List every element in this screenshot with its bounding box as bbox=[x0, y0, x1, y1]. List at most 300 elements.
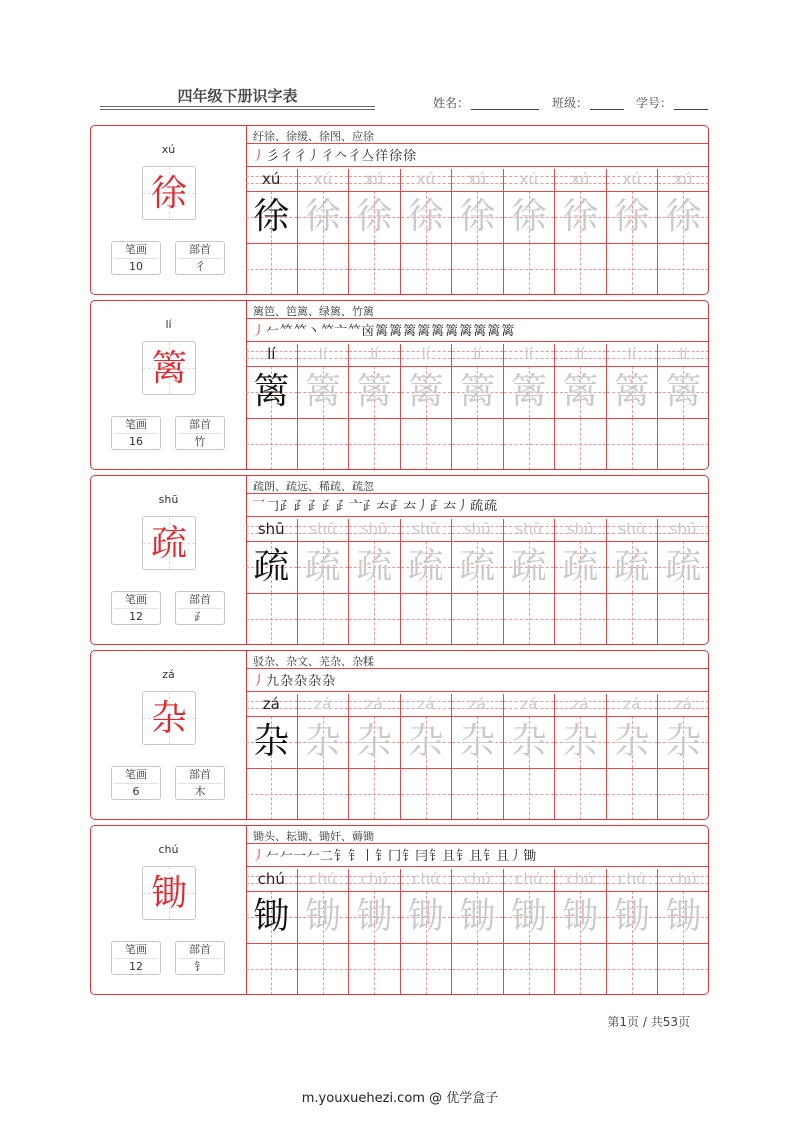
char-cell[interactable] bbox=[246, 191, 298, 243]
class-label: 班级： bbox=[552, 96, 589, 110]
blank-cell[interactable] bbox=[452, 768, 504, 820]
blank-cell[interactable] bbox=[504, 943, 556, 995]
stroke-step: ⺪ bbox=[280, 499, 294, 514]
pinyin-cell[interactable] bbox=[246, 694, 298, 716]
blank-cell[interactable] bbox=[504, 418, 556, 470]
char-trace: 徐 bbox=[356, 196, 393, 237]
pinyin-trace: lí bbox=[318, 345, 327, 363]
stroke-step: 钅且 bbox=[429, 849, 456, 864]
char-cell[interactable] bbox=[246, 541, 298, 593]
stroke-step: 𠃌 bbox=[266, 499, 280, 514]
blank-cell[interactable] bbox=[298, 593, 350, 645]
pinyin-cell[interactable] bbox=[555, 694, 607, 716]
radical-box bbox=[175, 416, 225, 450]
char-cell[interactable] bbox=[607, 366, 659, 418]
char-trace: 徐 bbox=[459, 196, 496, 237]
blank-cell[interactable] bbox=[607, 593, 659, 645]
stroke-step: 锄 bbox=[523, 849, 537, 864]
pinyin-cell[interactable] bbox=[658, 344, 709, 366]
stroke-order bbox=[252, 845, 537, 864]
stroke-step: 𥫗 bbox=[280, 324, 294, 339]
stroke-step: 彳丿 bbox=[294, 149, 321, 164]
stroke-step: 杂 bbox=[294, 674, 308, 689]
word-examples: 驳杂、杂文、芜杂、杂糅 bbox=[253, 655, 374, 668]
stroke-step: 彳 bbox=[280, 149, 294, 164]
char-info-panel bbox=[91, 826, 247, 994]
char-trace: 杂 bbox=[613, 721, 650, 762]
char-cell[interactable] bbox=[401, 541, 453, 593]
pinyin-trace: zá bbox=[262, 695, 280, 713]
pinyin-trace: chú bbox=[515, 870, 543, 888]
blank-cell[interactable] bbox=[555, 418, 607, 470]
word-examples: 纡徐、徐缓、徐图、应徐 bbox=[253, 130, 374, 143]
char-trace: 徐 bbox=[613, 196, 650, 237]
char-trace: 篱 bbox=[304, 371, 341, 412]
blank-cell[interactable] bbox=[401, 593, 453, 645]
char-cell[interactable] bbox=[298, 366, 350, 418]
char-cell[interactable] bbox=[555, 716, 607, 768]
char-cell[interactable] bbox=[607, 541, 659, 593]
char-trace: 疏 bbox=[304, 546, 341, 587]
char-trace: 篱 bbox=[459, 371, 496, 412]
pinyin-trace: chú bbox=[463, 870, 491, 888]
pinyin-cell[interactable] bbox=[401, 519, 453, 541]
char-cell[interactable] bbox=[401, 366, 453, 418]
radical-box bbox=[175, 766, 225, 800]
blank-cell[interactable] bbox=[658, 943, 709, 995]
stroke-step: 篱 bbox=[417, 324, 431, 339]
pinyin-cell[interactable] bbox=[504, 519, 556, 541]
practice-grid bbox=[246, 869, 709, 994]
char-cell[interactable] bbox=[452, 716, 504, 768]
char-cell[interactable] bbox=[555, 541, 607, 593]
char-cell[interactable] bbox=[452, 366, 504, 418]
pinyin-trace: xú bbox=[416, 170, 435, 188]
practice-panel bbox=[246, 476, 708, 644]
practice-panel bbox=[246, 126, 708, 294]
stroke-step: 篱 bbox=[473, 324, 487, 339]
char-cell[interactable] bbox=[504, 891, 556, 943]
pinyin-cell[interactable] bbox=[658, 169, 709, 191]
pinyin-cell[interactable] bbox=[298, 869, 350, 891]
char-cell[interactable] bbox=[658, 366, 709, 418]
pinyin-trace: zá bbox=[417, 695, 435, 713]
stroke-count-label: 笔画 bbox=[125, 768, 147, 781]
blank-cell[interactable] bbox=[452, 943, 504, 995]
stroke-step: 篱 bbox=[389, 324, 403, 339]
stroke-count-label: 笔画 bbox=[125, 593, 147, 606]
char-cell[interactable] bbox=[658, 716, 709, 768]
char-cell[interactable] bbox=[504, 541, 556, 593]
blank-cell[interactable] bbox=[555, 243, 607, 295]
char-cell[interactable] bbox=[246, 366, 298, 418]
pinyin-trace: shū bbox=[309, 520, 337, 538]
stroke-step: 篱 bbox=[403, 324, 417, 339]
pinyin-label: lí bbox=[165, 318, 172, 331]
blank-cell[interactable] bbox=[658, 243, 709, 295]
char-trace: 篱 bbox=[562, 371, 599, 412]
char-trace: 锄 bbox=[665, 896, 702, 937]
main-char: 锄 bbox=[150, 873, 187, 914]
pinyin-cell[interactable] bbox=[607, 169, 659, 191]
title-underline-2 bbox=[100, 109, 375, 110]
stroke-step: 杂 bbox=[280, 674, 294, 689]
title-underline bbox=[100, 106, 375, 107]
stroke-count-label: 笔画 bbox=[125, 943, 147, 956]
stroke-step: 钅丨 bbox=[348, 849, 375, 864]
char-trace: 锄 bbox=[613, 896, 650, 937]
blank-cell[interactable] bbox=[555, 943, 607, 995]
student-id-label: 学号： bbox=[636, 96, 673, 110]
blank-cell[interactable] bbox=[658, 593, 709, 645]
blank-cell[interactable] bbox=[349, 943, 401, 995]
pinyin-label: chú bbox=[158, 843, 179, 856]
stroke-step: ⺪ bbox=[322, 499, 336, 514]
pinyin-cell[interactable] bbox=[298, 519, 350, 541]
stroke-step: 𥫗丶 bbox=[294, 324, 321, 339]
char-cell[interactable] bbox=[246, 891, 298, 943]
name-blank[interactable] bbox=[471, 97, 539, 110]
pinyin-cell[interactable] bbox=[658, 694, 709, 716]
char-trace: 篱 bbox=[407, 371, 444, 412]
pinyin-cell[interactable] bbox=[607, 694, 659, 716]
stroke-step: 𥫗亠 bbox=[321, 324, 348, 339]
stroke-count-box bbox=[111, 766, 161, 800]
main-char: 篱 bbox=[150, 348, 187, 389]
char-cell[interactable] bbox=[452, 891, 504, 943]
pinyin-trace: chú bbox=[618, 870, 646, 888]
pinyin-cell[interactable] bbox=[555, 869, 607, 891]
char-trace: 锄 bbox=[407, 896, 444, 937]
pinyin-cell[interactable] bbox=[555, 169, 607, 191]
pinyin-trace: zá bbox=[623, 695, 641, 713]
blank-cell[interactable] bbox=[555, 768, 607, 820]
stroke-step: ⺪𠫓丿 bbox=[430, 499, 470, 514]
char-cell[interactable] bbox=[658, 891, 709, 943]
stroke-step: 篱 bbox=[459, 324, 473, 339]
char-trace: 徐 bbox=[407, 196, 444, 237]
char-trace: 疏 bbox=[613, 546, 650, 587]
char-trace: 疏 bbox=[253, 546, 290, 587]
char-cell[interactable] bbox=[298, 716, 350, 768]
pinyin-cell[interactable] bbox=[401, 694, 453, 716]
char-trace: 锄 bbox=[459, 896, 496, 937]
pinyin-cell[interactable] bbox=[349, 344, 401, 366]
blank-cell[interactable] bbox=[504, 243, 556, 295]
pinyin-cell[interactable] bbox=[607, 869, 659, 891]
char-cell[interactable] bbox=[607, 191, 659, 243]
stroke-step: 彳亼 bbox=[348, 149, 375, 164]
char-trace: 徐 bbox=[665, 196, 702, 237]
char-trace: 杂 bbox=[510, 721, 547, 762]
name-label: 姓名： bbox=[433, 96, 470, 110]
char-cell[interactable] bbox=[555, 891, 607, 943]
pinyin-cell[interactable] bbox=[349, 869, 401, 891]
char-trace: 篱 bbox=[253, 371, 290, 412]
char-cell[interactable] bbox=[504, 366, 556, 418]
char-cell[interactable] bbox=[298, 191, 350, 243]
stroke-step: 篱 bbox=[445, 324, 459, 339]
char-info-panel bbox=[91, 476, 247, 644]
char-cell[interactable] bbox=[555, 191, 607, 243]
char-card bbox=[90, 475, 709, 645]
blank-cell[interactable] bbox=[401, 768, 453, 820]
stroke-step: 乛 bbox=[252, 499, 266, 514]
pinyin-cell[interactable] bbox=[658, 519, 709, 541]
main-char: 疏 bbox=[150, 523, 187, 564]
blank-cell[interactable] bbox=[246, 768, 298, 820]
stroke-step: ⺪𠫓 bbox=[363, 499, 390, 514]
blank-cell[interactable] bbox=[452, 418, 504, 470]
blank-cell[interactable] bbox=[555, 593, 607, 645]
blank-cell[interactable] bbox=[452, 593, 504, 645]
radical-value: 钅 bbox=[194, 960, 206, 973]
radical-label: 部首 bbox=[189, 943, 211, 956]
pinyin-cell[interactable] bbox=[349, 169, 401, 191]
pinyin-trace: xú bbox=[468, 170, 487, 188]
pinyin-trace: xú bbox=[622, 170, 641, 188]
blank-cell[interactable] bbox=[246, 593, 298, 645]
stroke-order bbox=[252, 320, 515, 339]
stroke-count-value: 10 bbox=[129, 260, 143, 273]
stroke-step: 篱 bbox=[501, 324, 515, 339]
char-cell[interactable] bbox=[298, 541, 350, 593]
pinyin-cell[interactable] bbox=[607, 519, 659, 541]
blank-cell[interactable] bbox=[246, 418, 298, 470]
stroke-step: 疏 bbox=[484, 499, 498, 514]
stroke-count-box bbox=[111, 591, 161, 625]
word-examples: 篱笆、笆篱、绿篱、竹篱 bbox=[253, 305, 374, 318]
stroke-step: 篱 bbox=[487, 324, 501, 339]
char-trace: 徐 bbox=[562, 196, 599, 237]
stroke-step: 钅 bbox=[334, 849, 348, 864]
pinyin-trace: zá bbox=[571, 695, 589, 713]
pinyin-cell[interactable] bbox=[452, 694, 504, 716]
pinyin-cell[interactable] bbox=[658, 869, 709, 891]
blank-cell[interactable] bbox=[658, 768, 709, 820]
practice-grid bbox=[246, 169, 709, 294]
char-cell[interactable] bbox=[246, 716, 298, 768]
char-card bbox=[90, 650, 709, 820]
pinyin-trace: shū bbox=[463, 520, 491, 538]
pinyin-trace: xú bbox=[365, 170, 384, 188]
pinyin-cell[interactable] bbox=[452, 169, 504, 191]
radical-value: ⺪ bbox=[194, 610, 206, 623]
blank-cell[interactable] bbox=[298, 943, 350, 995]
char-trace: 疏 bbox=[459, 546, 496, 587]
pinyin-trace: shū bbox=[618, 520, 646, 538]
char-cell[interactable] bbox=[607, 716, 659, 768]
char-trace: 锄 bbox=[356, 896, 393, 937]
practice-panel bbox=[246, 651, 708, 819]
char-cell[interactable] bbox=[349, 366, 401, 418]
stroke-step: 钅且 bbox=[456, 849, 483, 864]
pinyin-cell[interactable] bbox=[452, 519, 504, 541]
char-trace: 杂 bbox=[562, 721, 599, 762]
blank-cell[interactable] bbox=[401, 943, 453, 995]
blank-cell[interactable] bbox=[452, 243, 504, 295]
char-trace: 疏 bbox=[665, 546, 702, 587]
char-cell[interactable] bbox=[555, 366, 607, 418]
pinyin-label: shū bbox=[158, 493, 179, 506]
char-trace: 杂 bbox=[459, 721, 496, 762]
char-cell[interactable] bbox=[349, 191, 401, 243]
stroke-count-value: 6 bbox=[132, 785, 140, 798]
pinyin-trace: chú bbox=[309, 870, 337, 888]
blank-cell[interactable] bbox=[246, 243, 298, 295]
pinyin-trace: xú bbox=[571, 170, 590, 188]
pinyin-trace: lí bbox=[576, 345, 585, 363]
blank-cell[interactable] bbox=[607, 943, 659, 995]
stroke-step: ⺪ bbox=[308, 499, 322, 514]
student-id-field[interactable] bbox=[636, 94, 708, 111]
page-title: 四年级下册识字表 bbox=[177, 87, 298, 105]
pinyin-trace: zá bbox=[674, 695, 692, 713]
char-trace: 篱 bbox=[356, 371, 393, 412]
pinyin-cell[interactable] bbox=[504, 869, 556, 891]
name-field[interactable] bbox=[433, 94, 539, 111]
pinyin-cell[interactable] bbox=[401, 169, 453, 191]
char-cell[interactable] bbox=[401, 891, 453, 943]
pinyin-trace: lí bbox=[679, 345, 688, 363]
char-cell[interactable] bbox=[298, 891, 350, 943]
stroke-step: 丿 bbox=[252, 674, 266, 689]
char-card bbox=[90, 825, 709, 995]
char-trace: 锄 bbox=[562, 896, 599, 937]
char-cell[interactable] bbox=[349, 716, 401, 768]
blank-cell[interactable] bbox=[607, 768, 659, 820]
pinyin-trace: xú bbox=[674, 170, 693, 188]
stroke-step: 徐 bbox=[389, 149, 403, 164]
blank-cell[interactable] bbox=[246, 943, 298, 995]
char-cell[interactable] bbox=[452, 541, 504, 593]
char-box bbox=[142, 691, 196, 745]
char-trace: 杂 bbox=[665, 721, 702, 762]
blank-cell[interactable] bbox=[504, 593, 556, 645]
blank-cell[interactable] bbox=[401, 418, 453, 470]
pinyin-cell[interactable] bbox=[246, 169, 298, 191]
blank-cell[interactable] bbox=[349, 418, 401, 470]
char-cell[interactable] bbox=[452, 191, 504, 243]
pinyin-trace: shū bbox=[669, 520, 697, 538]
pinyin-trace: zá bbox=[520, 695, 538, 713]
char-cell[interactable] bbox=[349, 891, 401, 943]
stroke-step: ⺪𠫓丿 bbox=[390, 499, 430, 514]
pinyin-cell[interactable] bbox=[401, 344, 453, 366]
practice-panel bbox=[246, 826, 708, 994]
blank-cell[interactable] bbox=[607, 418, 659, 470]
stroke-step: 篱 bbox=[431, 324, 445, 339]
stroke-step: 𠂉 bbox=[266, 849, 280, 864]
char-cell[interactable] bbox=[607, 891, 659, 943]
class-field[interactable] bbox=[552, 94, 624, 111]
blank-cell[interactable] bbox=[298, 768, 350, 820]
char-cell[interactable] bbox=[504, 191, 556, 243]
pinyin-cell[interactable] bbox=[298, 344, 350, 366]
char-info-panel bbox=[91, 301, 247, 469]
char-trace: 杂 bbox=[253, 721, 290, 762]
blank-cell[interactable] bbox=[504, 768, 556, 820]
word-examples: 锄头、耘锄、锄奸、薅锄 bbox=[253, 830, 374, 843]
blank-cell[interactable] bbox=[349, 593, 401, 645]
pinyin-trace: chú bbox=[566, 870, 594, 888]
stroke-step: 徉 bbox=[375, 149, 389, 164]
pinyin-cell[interactable] bbox=[246, 869, 298, 891]
pinyin-cell[interactable] bbox=[452, 869, 504, 891]
char-trace: 篱 bbox=[613, 371, 650, 412]
blank-cell[interactable] bbox=[298, 243, 350, 295]
blank-cell[interactable] bbox=[349, 768, 401, 820]
pinyin-cell[interactable] bbox=[349, 519, 401, 541]
pinyin-label: zá bbox=[162, 668, 175, 681]
char-trace: 杂 bbox=[407, 721, 444, 762]
char-box bbox=[142, 166, 196, 220]
char-box bbox=[142, 516, 196, 570]
char-cell[interactable] bbox=[504, 716, 556, 768]
blank-cell[interactable] bbox=[607, 243, 659, 295]
main-char: 徐 bbox=[150, 173, 187, 214]
stroke-step: 彡 bbox=[266, 149, 280, 164]
pinyin-cell[interactable] bbox=[246, 519, 298, 541]
char-trace: 篱 bbox=[510, 371, 547, 412]
pinyin-cell[interactable] bbox=[349, 694, 401, 716]
stroke-step: 杂 bbox=[322, 674, 336, 689]
pinyin-trace: lí bbox=[524, 345, 533, 363]
char-trace: 徐 bbox=[253, 196, 290, 237]
pinyin-cell[interactable] bbox=[298, 694, 350, 716]
radical-label: 部首 bbox=[189, 768, 211, 781]
pinyin-cell[interactable] bbox=[298, 169, 350, 191]
pinyin-trace: xú bbox=[313, 170, 332, 188]
stroke-count-box bbox=[111, 241, 161, 275]
word-examples: 疏朗、疏远、稀疏、疏忽 bbox=[253, 480, 374, 493]
stroke-step: 𠂉 bbox=[266, 324, 280, 339]
pinyin-cell[interactable] bbox=[504, 344, 556, 366]
pinyin-cell[interactable] bbox=[504, 169, 556, 191]
stroke-step: 𠂉二 bbox=[307, 849, 334, 864]
blank-cell[interactable] bbox=[298, 418, 350, 470]
pinyin-cell[interactable] bbox=[607, 344, 659, 366]
char-trace: 杂 bbox=[356, 721, 393, 762]
class-blank[interactable] bbox=[590, 97, 624, 110]
footer-site: m.youxuehezi.com @ 优学盒子 bbox=[301, 1091, 499, 1106]
char-cell[interactable] bbox=[349, 541, 401, 593]
blank-cell[interactable] bbox=[658, 418, 709, 470]
blank-cell[interactable] bbox=[349, 243, 401, 295]
student-id-blank[interactable] bbox=[674, 97, 708, 110]
pinyin-cell[interactable] bbox=[504, 694, 556, 716]
stroke-step: 九 bbox=[266, 674, 280, 689]
pinyin-label: xú bbox=[161, 143, 176, 156]
pinyin-cell[interactable] bbox=[246, 344, 298, 366]
pinyin-cell[interactable] bbox=[452, 344, 504, 366]
pinyin-cell[interactable] bbox=[555, 344, 607, 366]
char-cell[interactable] bbox=[401, 716, 453, 768]
char-cell[interactable] bbox=[658, 191, 709, 243]
radical-label: 部首 bbox=[189, 418, 211, 431]
stroke-step: 彳𠆢 bbox=[321, 149, 348, 164]
practice-grid bbox=[246, 344, 709, 469]
char-cell[interactable] bbox=[658, 541, 709, 593]
blank-cell[interactable] bbox=[401, 243, 453, 295]
char-cell[interactable] bbox=[401, 191, 453, 243]
stroke-step: ⺪ bbox=[294, 499, 308, 514]
stroke-count-box bbox=[111, 416, 161, 450]
pinyin-cell[interactable] bbox=[555, 519, 607, 541]
stroke-step: 𠂉一 bbox=[280, 849, 307, 864]
char-trace: 锄 bbox=[304, 896, 341, 937]
pinyin-cell[interactable] bbox=[401, 869, 453, 891]
